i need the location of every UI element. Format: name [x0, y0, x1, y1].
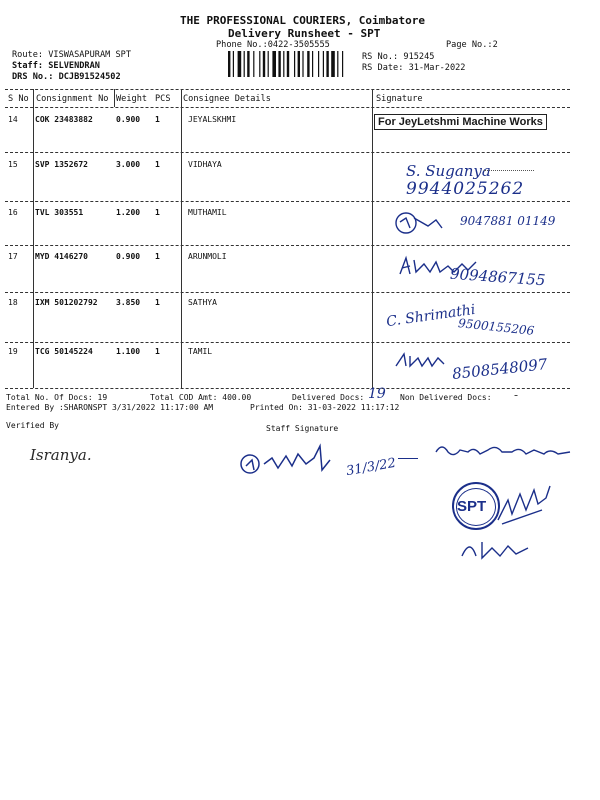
row-consignee: VIDHAYA [188, 160, 222, 169]
phone-number: Phone No.:0422-3505555 [216, 40, 330, 50]
row-rule [5, 201, 570, 202]
column-divider [33, 89, 34, 107]
tamil-handwritten-note [430, 438, 580, 462]
barcode-bar [331, 51, 335, 77]
column-divider [181, 89, 182, 107]
delivered-docs-value: 19 [368, 386, 386, 402]
stamp-initials [456, 532, 536, 568]
barcode-bar [307, 51, 309, 77]
non-delivered-docs-value: - [514, 388, 519, 402]
row-consignment: TCG 50145224 [35, 347, 93, 356]
row-pcs: 1 [155, 115, 160, 124]
verifier-signature: Isranya. [30, 446, 92, 464]
barcode-bar [337, 51, 338, 77]
row-rule [5, 342, 570, 343]
staff-signature-label: Staff Signature [266, 424, 339, 433]
row-sno: 16 [8, 208, 18, 217]
column-divider [33, 152, 34, 201]
row-weight: 3.000 [116, 160, 141, 169]
handwritten-signature: C. Shrimathi [385, 301, 477, 331]
printed-on: Printed On: 31-03-2022 11:17:12 [250, 403, 400, 412]
handwritten-scribble [392, 208, 452, 238]
column-divider [33, 245, 34, 292]
entered-by: Entered By :SHARONSPT 3/31/2022 11:17:00 AM [6, 403, 214, 412]
barcode-bar [244, 51, 245, 77]
barcode-bar [259, 51, 260, 77]
barcode [228, 51, 352, 77]
spt-stamp-text: SPT [457, 498, 487, 515]
row-pcs: 1 [155, 298, 160, 307]
column-header-weight: Weight [116, 94, 148, 104]
page-number: Page No.:2 [446, 40, 498, 50]
barcode-bar [294, 51, 295, 77]
rs-number: RS No.: 915245 [362, 52, 435, 62]
total-cod: Total COD Amt: 400.00 [150, 393, 252, 402]
row-rule [5, 152, 570, 153]
row-sno: 19 [8, 347, 18, 356]
drs-label: DRS No.: DCJB91524502 [12, 72, 121, 82]
column-divider [33, 342, 34, 388]
column-divider [372, 292, 373, 342]
handwritten-signature [392, 348, 448, 372]
barcode-bar [253, 51, 254, 77]
row-sno: 18 [8, 298, 18, 307]
row-sno: 17 [8, 252, 18, 261]
row-pcs: 1 [155, 160, 160, 169]
barcode-bar [228, 51, 230, 77]
column-divider [114, 89, 115, 107]
barcode-bar [298, 51, 300, 77]
row-consignment: COK 23483882 [35, 115, 93, 124]
column-divider [372, 342, 373, 388]
header-top-rule [5, 89, 570, 90]
column-header-sno: S No [8, 94, 29, 104]
column-divider [33, 107, 34, 152]
handwritten-phone: 9500155206 [457, 316, 535, 338]
company-name: THE PROFESSIONAL COURIERS, Coimbatore [180, 14, 426, 27]
row-consignee: MUTHAMIL [188, 208, 227, 217]
row-sno: 14 [8, 115, 18, 124]
column-divider [181, 152, 182, 201]
row-weight: 1.100 [116, 347, 141, 356]
header-bottom-rule [5, 107, 570, 108]
delivered-docs-label: Delivered Docs: [292, 393, 365, 402]
column-divider [372, 107, 373, 152]
barcode-bar [318, 51, 319, 77]
verified-by-label: Verified By [6, 421, 59, 430]
row-consignment: MYD 4146270 [35, 252, 88, 261]
row-consignment: SVP 1352672 [35, 160, 88, 169]
column-divider [33, 201, 34, 245]
column-header-signature: Signature [376, 94, 423, 104]
column-divider [33, 292, 34, 342]
row-pcs: 1 [155, 347, 160, 356]
barcode-bar [342, 51, 343, 77]
barcode-bar [278, 51, 280, 77]
staff-sign-date: 31/3/22 [345, 455, 398, 480]
barcode-bar [312, 51, 313, 77]
barcode-bar [326, 51, 328, 77]
handwritten-phone: 8508548097 [451, 355, 549, 383]
handwritten-phone: 9944025262 [406, 179, 525, 199]
handwritten-phone: 9094867155 [449, 264, 546, 290]
route-label: Route: VISWASAPURAM SPT [12, 50, 131, 60]
staff-signature [236, 440, 346, 486]
column-divider [372, 89, 373, 107]
dash-mark [398, 458, 418, 459]
barcode-bar [287, 51, 289, 77]
row-rule [5, 292, 570, 293]
row-consignee: JEYALSKHMI [188, 115, 237, 124]
barcode-bar [233, 51, 234, 77]
dotted-line [484, 170, 534, 171]
stamp-signature [488, 480, 558, 534]
company-stamp: For JeyLetshmi Machine Works [374, 114, 547, 130]
barcode-bar [272, 51, 276, 77]
rs-date: RS Date: 31-Mar-2022 [362, 63, 466, 73]
row-consignee: ARUNMOLI [188, 252, 227, 261]
row-consignment: TVL 303551 [35, 208, 84, 217]
column-divider [181, 245, 182, 292]
non-delivered-docs-label: Non Delivered Docs: [400, 393, 492, 402]
row-weight: 3.850 [116, 298, 141, 307]
column-divider [372, 201, 373, 245]
column-divider [181, 201, 182, 245]
barcode-bar [323, 51, 324, 77]
column-header-pcs: PCS [155, 94, 171, 104]
row-rule [5, 245, 570, 246]
barcode-bar [268, 51, 269, 77]
column-header-consignee: Consignee Details [183, 94, 271, 104]
row-weight: 1.200 [116, 208, 141, 217]
row-consignee: SATHYA [188, 298, 217, 307]
column-divider [181, 342, 182, 388]
row-pcs: 1 [155, 252, 160, 261]
handwritten-signature: S. Suganya [406, 162, 491, 180]
row-sno: 15 [8, 160, 18, 169]
document-title: Delivery Runsheet - SPT [228, 27, 381, 40]
row-pcs: 1 [155, 208, 160, 217]
row-weight: 0.900 [116, 115, 141, 124]
barcode-bar [247, 51, 249, 77]
barcode-bar [263, 51, 265, 77]
row-consignment: IXM 501202792 [35, 298, 98, 307]
column-divider [181, 292, 182, 342]
total-docs: Total No. Of Docs: 19 [6, 393, 108, 402]
barcode-bar [302, 51, 303, 77]
staff-label: Staff: SELVENDRAN [12, 61, 100, 71]
column-divider [372, 152, 373, 201]
barcode-bar [238, 51, 242, 77]
column-divider [372, 245, 373, 292]
column-header-consignment: Consignment No [36, 94, 109, 104]
row-weight: 0.900 [116, 252, 141, 261]
row-consignee: TAMIL [188, 347, 213, 356]
table-bottom-rule [5, 388, 570, 389]
barcode-bar [283, 51, 284, 77]
column-divider [181, 107, 182, 152]
handwritten-phone: 9047881 01149 [460, 214, 556, 228]
